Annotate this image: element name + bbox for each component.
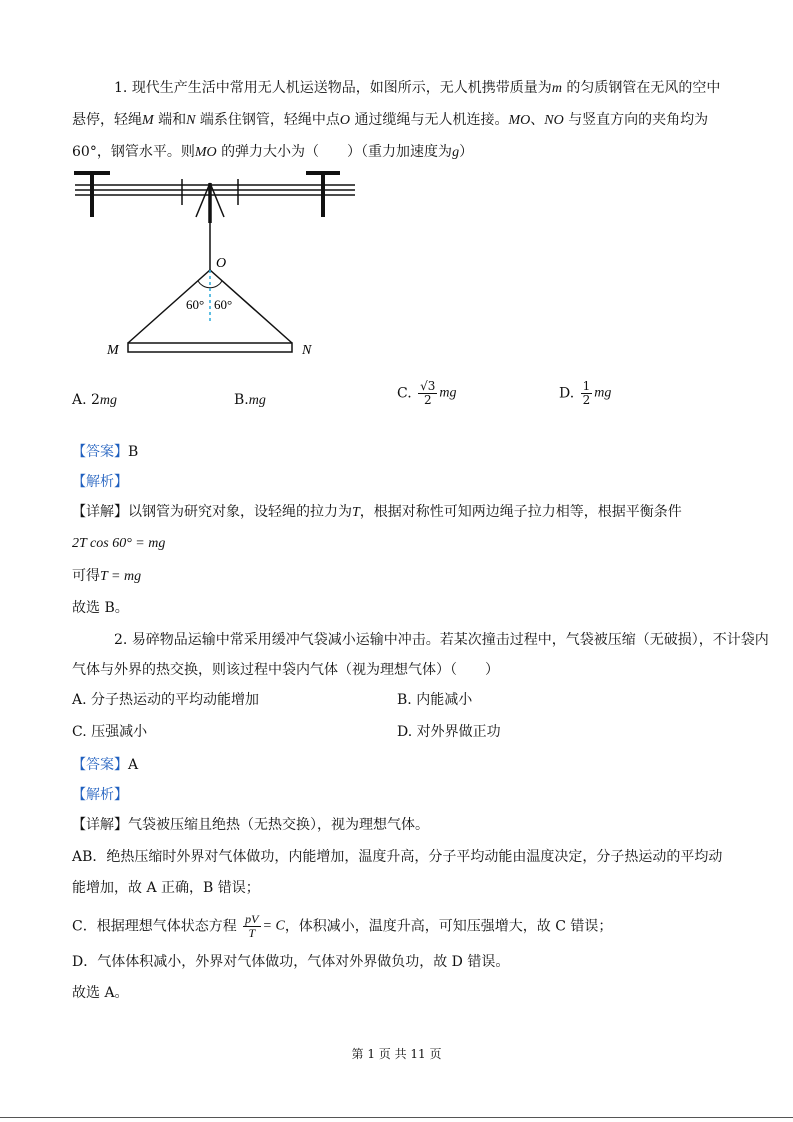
q2-analysis: 【解析】 [72,787,128,803]
q1-analysis: 【解析】 [72,474,128,490]
label-N: N [302,343,312,358]
q2-d-line: D．气体体积减小，外界对气体做功，气体对外界做负功，故 D 错误。 [72,954,510,970]
label-angle-right: 60° [214,297,233,312]
bottom-divider [0,1117,793,1118]
label-O: O [216,256,227,271]
q2-option-d: D. 对外界做正功 [397,724,501,740]
q1-option-d: D. $\frac{1}{2}$ mg [559,379,612,407]
q1-equation-2: 可得T = mg [72,568,142,584]
q1-option-a: A. 2mg [72,392,118,408]
q2-ab-line-2: 能增加，故 A 正确，B 错误； [72,880,260,896]
page-footer: 第 1 页 共 11 页 [351,1047,442,1061]
q1-line-1: 1. 现代生产生活中常用无人机运送物品，如图所示，无人机携带质量为m 的匀质钢管在无风的空中 [114,80,721,96]
q1-line-3: 60°，钢管水平。则MO 的弹力大小为（ ）（重力加速度为g） [72,144,474,160]
q1-number: 1. [114,80,128,96]
q2-option-a: A. 分子热运动的平均动能增加 [72,692,260,708]
label-angle-left: 60° [186,297,205,312]
q2-ab-line-1: AB．绝热压缩时外界对气体做功，内能增加，温度升高，分子平均动能由温度决定，分子热运动的平均动 [72,849,723,865]
q2-line-1: 2. 易碎物品运输中常采用缓冲气袋减小运输中冲击。若某次撞击过程中，气袋被压缩（无破损），不计袋内 [114,632,769,648]
q1-detail: 【详解】以钢管为研究对象，设轻绳的拉力为T，根据对称性可知两边绳子拉力相等，根据平衡条件 [72,504,682,520]
q1-equation-1: 2T cos 60° = mg [72,536,166,551]
q1-text: 现代生产生活中常用无人机运送物品，如图所示，无人机携带质量为 [131,80,552,96]
q1-figure [70,165,370,365]
q1-option-c: C. $\frac{√3}{2}$ mg [397,379,457,407]
q2-conclusion: 故选 A。 [72,985,129,1001]
q1-conclusion: 故选 B。 [72,600,129,616]
q2-option-b: B. 内能减小 [397,692,473,708]
q2-answer: 【答案】A [72,757,139,773]
q2-c-line: C．根据理想气体状态方程 $\frac{pV}{T}$ = C，体积减小，温度升高，可知压强增大，故 C 错误； [72,912,613,940]
label-M: M [107,343,119,358]
q1-answer: 【答案】B [72,444,139,460]
q1-line-2: 悬停，轻绳M 端和N 端系住钢管，轻绳中点O 通过缆绳与无人机连接。MO、NO 与竖直方向的夹角均为 [72,112,709,128]
q2-line-2: 气体与外界的热交换，则该过程中袋内气体（视为理想气体）（ ） [72,662,499,678]
q1-option-b: B.mg [234,392,266,408]
q2-option-c: C. 压强减小 [72,724,148,740]
q2-detail: 【详解】气袋被压缩且绝热（无热交换），视为理想气体。 [72,817,429,833]
